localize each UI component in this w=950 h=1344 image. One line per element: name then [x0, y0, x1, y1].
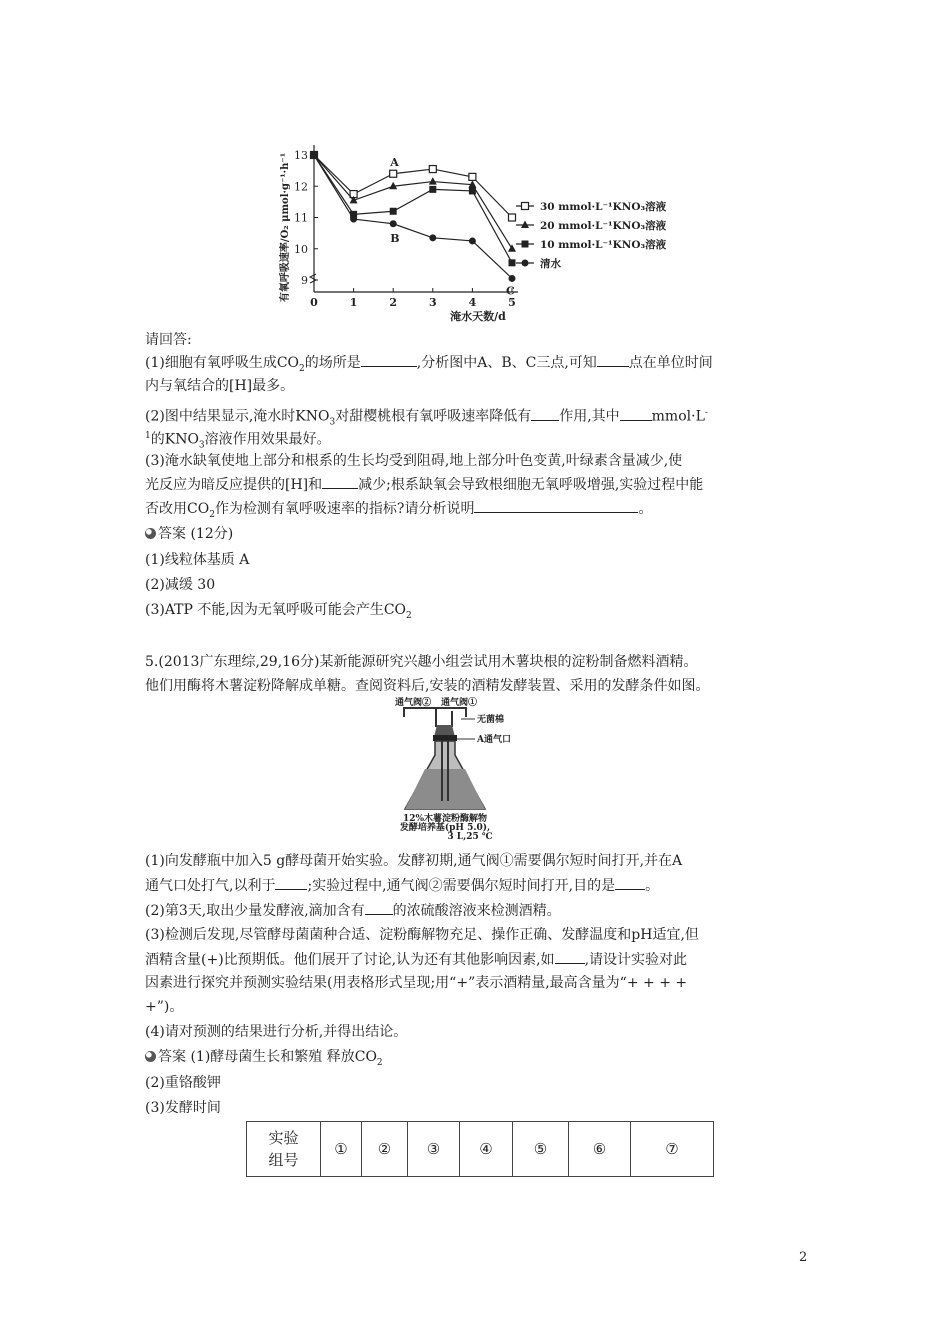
q5-part1-line2: 通气口处打气,以利于 ;实验过程中,通气阀②需要偶尔短时间打开,目的是 。 [145, 875, 659, 896]
table-cell: ② [362, 1122, 408, 1177]
q5-part3-line4: +”)。 [145, 999, 184, 1015]
q5-part3-line2: 酒精含量(+)比预期低。他们展开了讨论,认为还有其他影响因素,如 ,请设计实验对此 [145, 949, 687, 970]
x-tick-label: 2 [389, 296, 398, 309]
legend-label: 20 mmol·L⁻¹KNO₃溶液 [540, 220, 667, 232]
data-point [509, 275, 516, 282]
fig-label-valve2: 通气阀② [395, 698, 432, 708]
fermentation-apparatus-figure [395, 697, 575, 835]
legend-label: 10 mmol·L⁻¹KNO₃溶液 [540, 239, 667, 251]
table-header-cell: 实验 组号 [247, 1122, 321, 1177]
data-point [429, 177, 437, 185]
legend-marker [522, 260, 529, 267]
answer-4-heading: 答案 (12分) [145, 524, 233, 544]
q4-part3-line2: 光反应为暗反应提供的[H]和 减少;根系缺氧会导致根细胞无氧呼吸增强,实验过程中能 [145, 474, 703, 495]
x-tick-label: 3 [428, 296, 437, 309]
fig-label-cotton: 无菌棉 [477, 715, 505, 725]
series-line [314, 155, 512, 278]
x-tick-label: 0 [310, 296, 318, 309]
q5-part2: (2)第3天,取出少量发酵液,滴加含有 的浓硫酸溶液来检测酒精。 [145, 900, 561, 921]
answer-4-part2: (2)减缓 30 [145, 577, 216, 593]
data-point [508, 244, 516, 252]
legend-label: 30 mmol·L⁻¹KNO₃溶液 [540, 201, 667, 213]
data-point [350, 216, 357, 223]
q4-part3-line1: (3)淹水缺氧使地上部分和根系的生长均受到阻碍,地上部分叶色变黄,叶绿素含量减少,使 [145, 453, 683, 469]
q4-part2-line1: (2)图中结果显示,淹水时$KNO_3$对甜樱桃根有氧呼吸速率降低有 作用,其中 mmol·L- [145, 403, 708, 432]
answer-icon [145, 1051, 156, 1062]
point-annotation: C [506, 284, 515, 298]
data-point [429, 166, 436, 173]
fig-caption-3: 3 L,25 ℃ [447, 832, 493, 842]
q4-part1-line2: 内与氧结合的[H]最多。 [145, 378, 295, 394]
point-annotation: B [390, 231, 400, 245]
answer-5-part3: (3)发酵时间 [145, 1100, 221, 1116]
data-point [311, 152, 318, 159]
legend-marker [521, 221, 529, 229]
table-cell: ④ [460, 1122, 513, 1177]
fig-label-port: A通气口 [477, 735, 511, 745]
answer-icon [145, 528, 156, 539]
table-cell: ⑤ [513, 1122, 569, 1177]
data-point [469, 173, 476, 180]
q5-part3-line1: (3)检测后发现,尽管酵母菌菌种合适、淀粉酶解物充足、操作正确、发酵温度和pH适宜,但 [145, 927, 699, 943]
please-answer: 请回答: [145, 332, 192, 348]
answer-5-heading: 答案 (1)酵母菌生长和繁殖 释放$CO_2$ [145, 1047, 383, 1073]
data-point [390, 170, 397, 177]
x-tick-label: 5 [508, 296, 516, 309]
table-cell: ⑥ [569, 1122, 631, 1177]
y-tick-label: 13 [294, 149, 308, 162]
data-point [509, 214, 516, 221]
fig-caption-1: 12%木薯淀粉酶解物 [402, 814, 488, 824]
respiration-rate-chart [270, 120, 710, 330]
q5-part4: (4)请对预测的结果进行分析,并得出结论。 [145, 1024, 408, 1040]
legend-marker [522, 203, 529, 210]
y-tick-label: 10 [294, 242, 308, 256]
fig-label-valve1: 通气阀① [441, 698, 478, 708]
series-line [314, 155, 512, 249]
answer-4-part1: (1)线粒体基质 A [145, 552, 250, 568]
page-number: 2 [799, 1250, 808, 1265]
legend-marker [522, 241, 529, 248]
y-tick-label: 12 [294, 180, 308, 194]
data-point [509, 259, 516, 266]
data-point [469, 187, 476, 194]
q4-part1-line1: (1)细胞有氧呼吸生成$CO_2$的场所是 ,分析图中A、B、C三点,可知 点在单位时间 [145, 352, 713, 379]
data-point [390, 208, 397, 215]
x-axis-label: 淹水天数/d [450, 310, 506, 323]
y-axis-label: 有氧呼吸速率/O₂ μmol·g⁻¹·h⁻¹ [280, 152, 291, 303]
q4-part2-line2: $^1$的$KNO_3$溶液作用效果最好。 [145, 431, 331, 451]
q5-intro-line2: 他们用酶将木薯淀粉降解成单糖。查阅资料后,安装的酒精发酵装置、采用的发酵条件如图。 [145, 678, 710, 694]
q5-intro-line1: 5.(2013广东理综,29,16分)某新能源研究兴趣小组尝试用木薯块根的淀粉制备燃料酒精。 [145, 654, 698, 670]
x-tick-label: 1 [349, 296, 358, 309]
y-tick-label: 9 [301, 274, 308, 287]
data-point [390, 220, 397, 227]
x-tick-label: 4 [468, 296, 477, 309]
table-cell: ③ [408, 1122, 460, 1177]
legend-label: 清水 [540, 258, 561, 270]
y-axis-break [310, 274, 316, 283]
q5-part1-line1: (1)向发酵瓶中加入5 g酵母菌开始实验。发酵初期,通气阀①需要偶尔短时间打开,并在A [145, 853, 683, 869]
data-point [469, 237, 476, 244]
point-annotation: A [390, 155, 399, 169]
table-cell: ⑦ [631, 1122, 714, 1177]
fig-caption-2: 发酵培养基(pH 5.0), [399, 823, 491, 833]
q4-part3-line3: 否改用$CO_2$作为检测有氧呼吸速率的指标?请分析说明 。 [145, 498, 652, 525]
answer-4-part3: (3)ATP 不能,因为无氧呼吸可能会产生$CO_2$ [145, 602, 412, 621]
data-point [429, 234, 436, 241]
q5-part3-line3: 因素进行探究并预测实验结果(用表格形式呈现;用“+”表示酒精量,最高含量为“+ + + + [145, 975, 688, 991]
answer-5-part2: (2)重铬酸钾 [145, 1075, 221, 1091]
data-point [429, 186, 436, 193]
table-cell: ① [321, 1122, 362, 1177]
y-tick-label: 11 [294, 211, 308, 225]
experiment-group-table [246, 1121, 714, 1177]
table-row [247, 1122, 714, 1177]
